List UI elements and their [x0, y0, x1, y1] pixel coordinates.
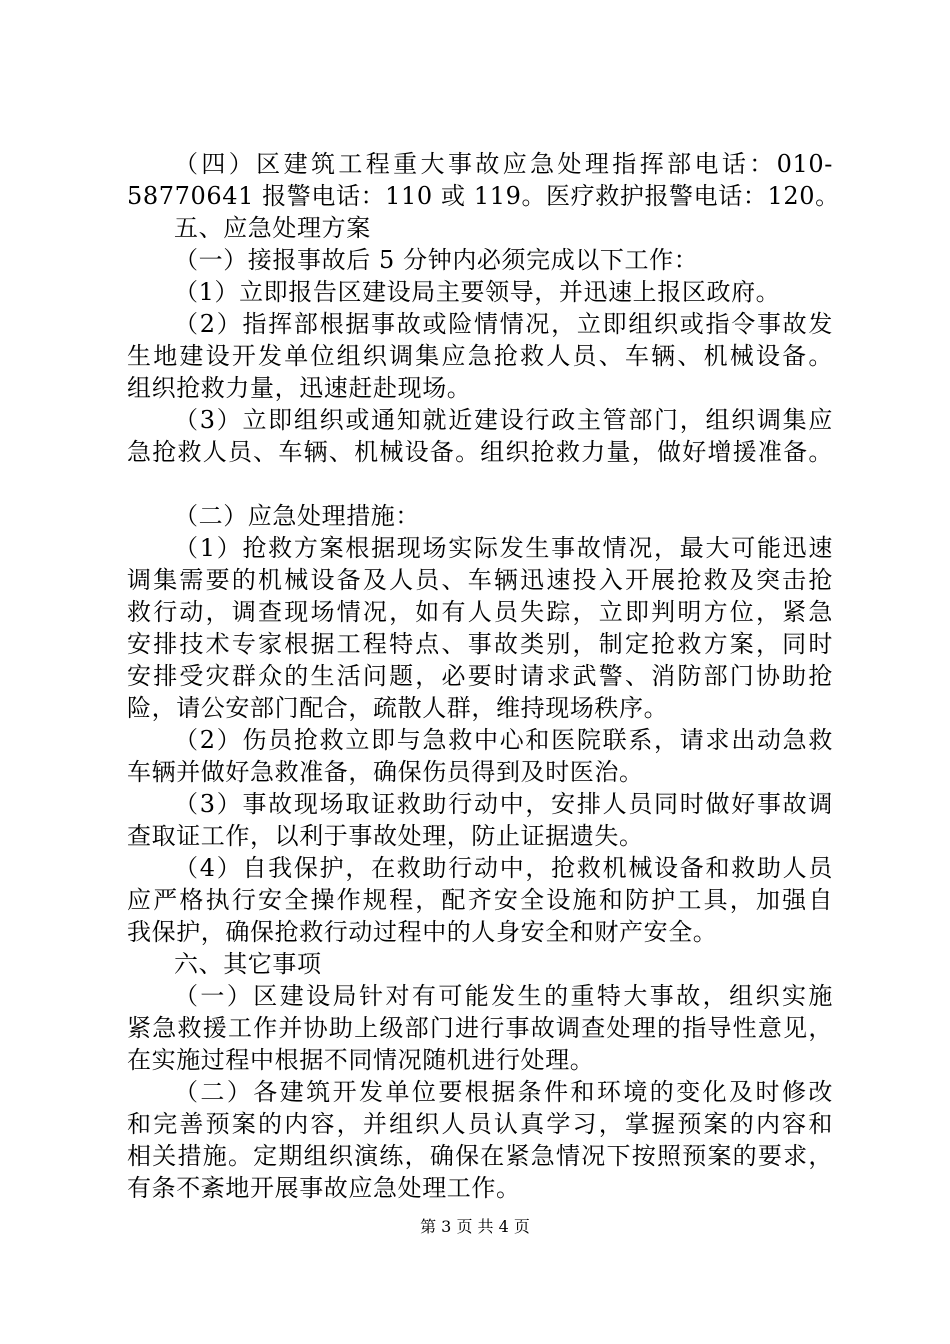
paragraph-line: （3）事故现场取证救助行动中，安排人员同时做好事故调: [174, 790, 833, 818]
paragraph-line: （3）立即组织或通知就近建设行政主管部门，组织调集应: [174, 406, 833, 434]
section-heading: 五、应急处理方案: [174, 214, 371, 242]
paragraph-line: 有条不紊地开展事故应急处理工作。: [127, 1174, 521, 1202]
paragraph-line: （4）自我保护，在救助行动中，抢救机械设备和救助人员: [174, 854, 833, 882]
paragraph-line: 相关措施。定期组织演练，确保在紧急情况下按照预案的要求，: [127, 1142, 833, 1170]
paragraph-line: （二）各建筑开发单位要根据条件和环境的变化及时修改: [174, 1078, 833, 1106]
section-heading: 六、其它事项: [174, 950, 322, 978]
paragraph-line: 救行动，调查现场情况，如有人员失踪，立即判明方位，紧急: [127, 598, 833, 626]
subsection-heading: （一）接报事故后 5 分钟内必须完成以下工作：: [174, 246, 699, 274]
paragraph-line: 调集需要的机械设备及人员、车辆迅速投入开展抢救及突击抢: [127, 566, 833, 594]
paragraph-line: （2）伤员抢救立即与急救中心和医院联系，请求出动急救: [174, 726, 833, 754]
paragraph-line: 和完善预案的内容，并组织人员认真学习，掌握预案的内容和: [127, 1110, 833, 1138]
paragraph-line: 安排技术专家根据工程特点、事故类别，制定抢救方案，同时: [127, 630, 833, 658]
paragraph-line: 险，请公安部门配合，疏散人群，维持现场秩序。: [127, 694, 669, 722]
paragraph-line: （2）指挥部根据事故或险情情况，立即组织或指令事故发: [174, 310, 833, 338]
page-number-footer: 第 3 页 共 4 页: [420, 1217, 530, 1236]
paragraph-line: （一）区建设局针对有可能发生的重特大事故，组织实施: [174, 982, 833, 1010]
paragraph-line: 在实施过程中根据不同情况随机进行处理。: [127, 1046, 595, 1074]
subsection-heading: （二）应急处理措施：: [174, 502, 420, 530]
paragraph-line: 急抢救人员、车辆、机械设备。组织抢救力量，做好增援准备。: [127, 438, 833, 466]
paragraph-line: 紧急救援工作并协助上级部门进行事故调查处理的指导性意见，: [127, 1014, 833, 1042]
paragraph-line: 应严格执行安全操作规程，配齐安全设施和防护工具，加强自: [127, 886, 833, 914]
document-body: [127, 148, 840, 1204]
paragraph-line: 车辆并做好急救准备，确保伤员得到及时医治。: [127, 758, 644, 786]
paragraph-line: 58770641 报警电话：110 或 119。医疗救护报警电话：120。: [127, 182, 840, 210]
paragraph-line: （1）立即报告区建设局主要领导，并迅速上报区政府。: [174, 278, 781, 306]
blank-line: [127, 468, 833, 500]
paragraph-line: （1）抢救方案根据现场实际发生事故情况，最大可能迅速: [174, 534, 833, 562]
paragraph-line: （四）区建筑工程重大事故应急处理指挥部电话：010-: [174, 150, 833, 178]
paragraph-line: 查取证工作，以利于事故处理，防止证据遗失。: [127, 822, 644, 850]
paragraph-line: 安排受灾群众的生活问题，必要时请求武警、消防部门协助抢: [127, 662, 833, 690]
paragraph-line: 生地建设开发单位组织调集应急抢救人员、车辆、机械设备。: [127, 342, 833, 370]
paragraph-line: 我保护，确保抢救行动过程中的人身安全和财产安全。: [127, 918, 718, 946]
paragraph-line: 组织抢救力量，迅速赶赴现场。: [127, 374, 472, 402]
